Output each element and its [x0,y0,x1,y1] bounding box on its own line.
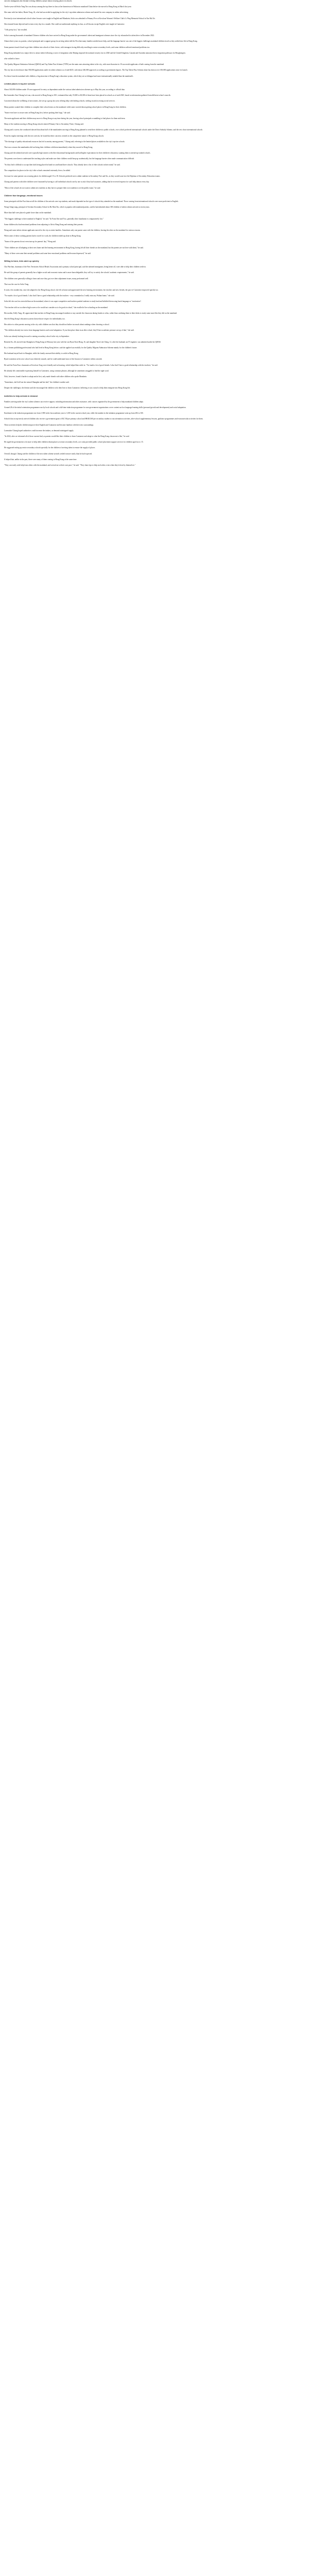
paragraph: That was a reason the mainlanders did not bring their children with them immediately when they moved to Hong Kong. [4,146,93,149]
paragraph-quote: "Their children are all adapting to their new home and the learning environment in Hong Kong, having left all their friends on the mainland, but the parents are not here with them," he said. [4,246,144,249]
paragraph: Enrolment in the induction programme rose from 1,980 in the last academic year to 3,100 in the current school year, while the number in the initiation programme went up from 282 to 350. [4,412,144,415]
paragraph: He already felt comfortable expressing himself in Cantonese, using common phrases, although he sometimes struggled to find the right word. [4,369,109,372]
section-heading-language-issues: Children face language, emotional issues [4,194,43,197]
paragraph: It helped that, unlike in the past, there were many of them coming to Hong Kong at the same time. [4,458,77,461]
paragraph: Around 28 of the initial orientation programmes run by local schools and a full-time induction programme for non-government organisations cover content such as language learning skills (personal growth and development) and social adaptation. [4,406,186,409]
paragraph: That was the case for Sofia Tong. [4,283,29,285]
paragraph-quote: "I felt pretty lost," she recalled. [4,29,27,31]
paragraph: The Quality Migrant Admission Scheme (QMAS) and Top Talent Pass Scheme (TTPS) are the main ones attracting talent to the city, with more than nine in 10 successful applicants of both coming from the mainland. [4,63,165,66]
paragraph: Bernette Ko, 46, moved from Shanghai to Hong Kong in February last year with her son Ryan Yuen Hong, 16, and daughter Yuen Lok Ching, 12, after her husband, an IT engineer, was admitted under the QMAS. [4,341,162,343]
paragraph: Nick, however, found it harder to adapt and at first, only made friends with other children who spoke Mandarin. [4,376,87,378]
paragraph: Ko, a former publishing professional who had lived in Hong Kong before, said she applied successfully for the Quality Migrant Admission Scheme mainly for the children's future. [4,346,137,349]
paragraph: Concerned about the wellbeing of newcomers, she set up a group last year offering help with finding schools, settling in and accessing social services. [4,100,115,103]
paragraph: Many of the students moving to Hong Kong schools entered Primary One to Secondary Three, Chiang said. [4,123,84,126]
paragraph-intro: one new immigrants also hesitate to bring children, unsure about securing places in schools. [4,0,73,2]
paragraph: Chiang said the talented arrivals were typically high earners with elite educational backgrounds and had higher expectations for their children's education, wanting them to attend top-ranked schools. [4,152,151,155]
paragraph-quote: "In 2024, after we informed all of those current find, as parents would like their children to learn Cantonese and adapt to what the Hong Kong classroom is like," he said. [4,435,130,438]
paragraph-quote: "Sometimes, she'd tell me she missed Shanghai and her dad," the children's mother said. [4,381,69,384]
paragraph-quote: "I've made a lot of good friends. I also find I have a good relationship with the teachers - very committed as I really miss my Wuhan home," she said. [4,295,115,297]
paragraph-quote: "The children already face stress from language barriers and social adaptation. If you then place them in an elite school, they'll have academic pressure on top of that," she said. [4,329,134,332]
paragraph: From his regular meetings with the new arrivals, he found that their concerns centred on the competitive nature of Hong Kong schools. [4,134,104,137]
paragraph: Almost three years on, parents, school principals and a support group for arriving talent told the Post that many families needed more help, and the language barrier was one of the biggest challenges mainland children faced as they settled into life in Hong Kong. [4,40,198,43]
paragraph-quote: "Some of the parents do not even turn up for parents' day," Wong said. [4,241,57,243]
paragraph-quote: "Most of the schools do not want to admit new students as they have to prepare their own students to sit the public exam," he said. [4,187,101,189]
paragraph: These activities help the children improve their English and Cantonese and become familiar with their new surroundings. [4,423,94,426]
paragraph: She returned home dejected and in tears every day for a month. She could not understand anything in class, as all lessons except English were taught in Cantonese. [4,23,125,25]
paragraph: Her husband stayed back in Shanghai, while the family assessed their ability to settle in Hong Kong. [4,352,79,355]
paragraph-quote: "Some even have to secure seats in Hong Kong first, before packing their bags," she said. [4,111,71,114]
section-heading-activities: Activities to help arrivals in demand [4,395,38,397]
paragraph: For those from the mainland with children, a big attraction is Hong Kong's education system, which they see as bilingual and more internationally minded than the mainland's. [4,75,134,77]
paragraph-quote: "Many of these overcome their mental problems and some have emotional problems and become depressed," he said. [4,252,91,255]
paragraph: The parents were keen to understand the teaching styles and make sure their children would keep up academically, but the language barrier often made communication difficult. [4,158,135,160]
paragraph: She felt Hong Kong's education system showed more respect for individuality too. [4,317,65,320]
paragraph: Some parents found it hard to get their children into schools of their choice, with teenagers facing difficulty enrolling in senior secondary levels, and some children suffered emotional problems too. [4,46,150,48]
section-heading-limited-places: Limited places in top-tier schools [4,82,36,85]
section-heading-willing-to-learn: Willing to learn, kids catch up quickly [4,260,39,262]
paragraph: Her advice to other parents moving to the city with children was that they should not bother too much about rankings when choosing a school. [4,324,110,326]
paragraph: Lawmaker Chiang hoped authorities could increase the intakes, as demand outstripped supply. [4,429,74,432]
paragraph: The main applicants and their children may move to Hong Kong at any time during the year, leaving school principals scrambling to find places for them mid-term. [4,117,126,120]
paragraph: Families arriving under the city's talent schemes can receive support, including information and other assistance, with courses organised by the government to help mainland children adapt. [4,400,144,403]
paragraph-quote: "So they find it difficult to accept their kids being placed in band two and band three schools. They already have a list of elite schools in their mind," he said. [4,163,120,166]
paragraph: Some children also had emotional problems from adjusting to life in Hong Kong and missing their parents. [4,223,83,226]
paragraph: He urged the government to do more to help older children obtain places at senior secondary levels, as it only provided public school placement support services for children aged six to 15. [4,441,144,444]
paragraph: Sofia felt she was less stressful than on the mainland, where it was super-competitive and teachers pushed students to study hard and belittled them using harsh language as "motivation". [4,300,142,303]
paragraph: When some of these working parents had to travel for work, the children ended up alone in Hong Kong. [4,235,81,238]
paragraph: Schools that accept newly arrived children also receive a government grant of $3,740 per primary school and HK$5,560 per secondary student to run orientation activities, after-school supplementary lessons, guidance programmes and extracurricular activities for them. [4,418,203,420]
paragraph: More than half were placed a grade lower than on the mainland. [4,212,52,214]
paragraph: Sofia was already looking forward to starting secondary school in the city in September. [4,335,69,337]
paragraph: Chu Wai-lam, chairman of the New Territories School Heads Association and a primary school principal, said the talented immigrants, being better off, were able to help their children settle in. [4,266,147,268]
paragraph-quote: "They can easily seek help from others with the mainland, and several are at their own pace," he said. "They share tips to help each other, even when they're here by themselves." [4,464,136,467]
paragraph: The competition for places in the city's elite schools remained extremely fierce, he added. [4,169,71,172]
paragraph: Previously at an international school where lessons were taught in English and Mandarin, Sofia was admitted to Primary Five at Kowloon Women's Welfare Club's Li Ping Memorial School in Yau Ma Tei. [4,17,155,20]
paragraph: An issue for some parents was securing places for children aged 15 to 18. Schools preferred not to admit students in Secondary Five and Six, as they would soon face the Diploma of Secondary Education exams. [4,175,161,178]
paragraph: Her mother, Kelly Tang, 40, appreciated that teachers in Hong Kong encouraged students to stay outside the classroom during breaks to relax, rather than confining them to their desks to study some more like they did on the mainland. [4,312,178,314]
paragraph: Overall, though, Chiang said the children of the new talent scheme arrivals settled in more easily than he had expected. [4,452,93,455]
paragraph: who wished to leave. [4,58,20,60]
paragraph-quote: He said his Form Four classmates at Kowloon Tong were friendly and welcoming, which helped him settle in. "I've made a lot of good friends. I also find I have a good relationship with the teachers," he said. [4,364,158,366]
paragraph-quote: "The biggest challenge is their standard of English," he said. "In Form One and Two, generally their foundation is comparatively low." [4,217,104,220]
paragraph-quote: "Our teacher told us to achieve high scores or he would not consider us to be good at school," she recalled of her schooling on the mainland. [4,306,108,309]
paragraph: Twelve-year-old Sofia Tong Yin was always among the top three in class at her hometown in Wuhan in mainland China before she moved to Hong Kong in March last year. [4,6,132,8]
paragraph: The city has received more than 550,000 applications under its talent schemes as of mid-2025, with about 340,000 approved, according to government figures. The Top Talent Pass Scheme alone has drawn over 100,000 applications since its launch. [4,69,188,72]
paragraph: But lawmaker Ann Chiang Lai-wan, who moved to Hong Kong in 2011, estimated that only 55,000 to 60,000 of them have been placed in schools as of mid-2025, based on information gathered from different school councils. [4,94,171,97]
paragraph: Chiang said a survey she conducted showed that about half of the mainlanders moving to Hong Kong planned to send their children to public schools, over a third preferred international schools under the Direct Subsidy Scheme, and the rest chose international schools. [4,129,203,131]
paragraph: It took a few months but, once she adapted to her Hong Kong school, she felt at home and appreciated the new learning environment, her teachers and new friends, the pace of Cantonese improved quickly too. [4,289,158,291]
paragraph: She came with her father, Harrie Tong, 42, who had succeeded in applying for the city's top talent admission scheme and started his own company in online advertising. [4,11,129,14]
paragraph: The children were generally willing to learn and once they got over their adjustment issues, many performed well. [4,277,89,280]
paragraph: About 140,000 children under 18 were approved for entry as dependants under the various talent admission schemes up to May this year, according to official data. [4,89,125,91]
paragraph: Some principals told the Post that not all the children of the arrivals were top students, and much depended on the type of schools they attended on the mainland. Those coming from international schools were more proficient in English. [4,200,179,202]
paragraph: Despite the challenges, the dentist said she encouraged the children to do their best to learn Cantonese, believing it was crucial to help them integrate into Hong Kong life. [4,387,131,389]
paragraph: Ryan's transition at his new school was relatively smooth, and he could understand most of the lessons in Cantonese within a month. [4,358,102,361]
article-body [0,0,317,467]
paragraph: Wong Ching-sung, principal of Scientia Secondary School in Ho Man Tin, which is popular with mainland parents, said he had admitted about 300 children of talent scheme arrivals in recent years. [4,206,150,209]
paragraph: Hong Kong embarked on a major drive to attract talent following a wave of emigration after Beijing imposed the national security law in 2020 and the United Kingdom, Canada and Australia announced new migration pathways for Hongkongers. [4,52,186,54]
paragraph: Wong said some talent scheme applicants moved to the city as entire families. Sometimes only one parent came with the children, leaving the other on the mainland for various reasons. [4,229,140,231]
paragraph-quote: "The shortage of quality educational resources has led to anxiety among parents," Chiang said, referring to the limited places available in the city's top-tier schools. [4,140,125,143]
paragraph: Many parents wanted their children to complete their school terms on the mainland, while some worried about getting school places in Hong Kong for their children. [4,106,127,108]
paragraph: Sofia is among thousands of mainland Chinese children who have arrived in Hong Kong under the government's talent and immigrant schemes since the city relaunched its talent drive in December 2022. [4,35,155,37]
paragraph: He said this group of parents generally has a higher social and economic status and is more knowledgeable, they will try to satisfy the schools' academic requirements," he said. [4,272,134,274]
paragraph: He suggested setting up senior secondary schools specially for the children of arriving talent to ensure the supply of places. [4,447,96,449]
paragraph: Chiang said parents with older children were frustrated by having to call individual schools one by one to ask if they had vacancies, adding that he received requests for such help almost every day. [4,181,150,183]
